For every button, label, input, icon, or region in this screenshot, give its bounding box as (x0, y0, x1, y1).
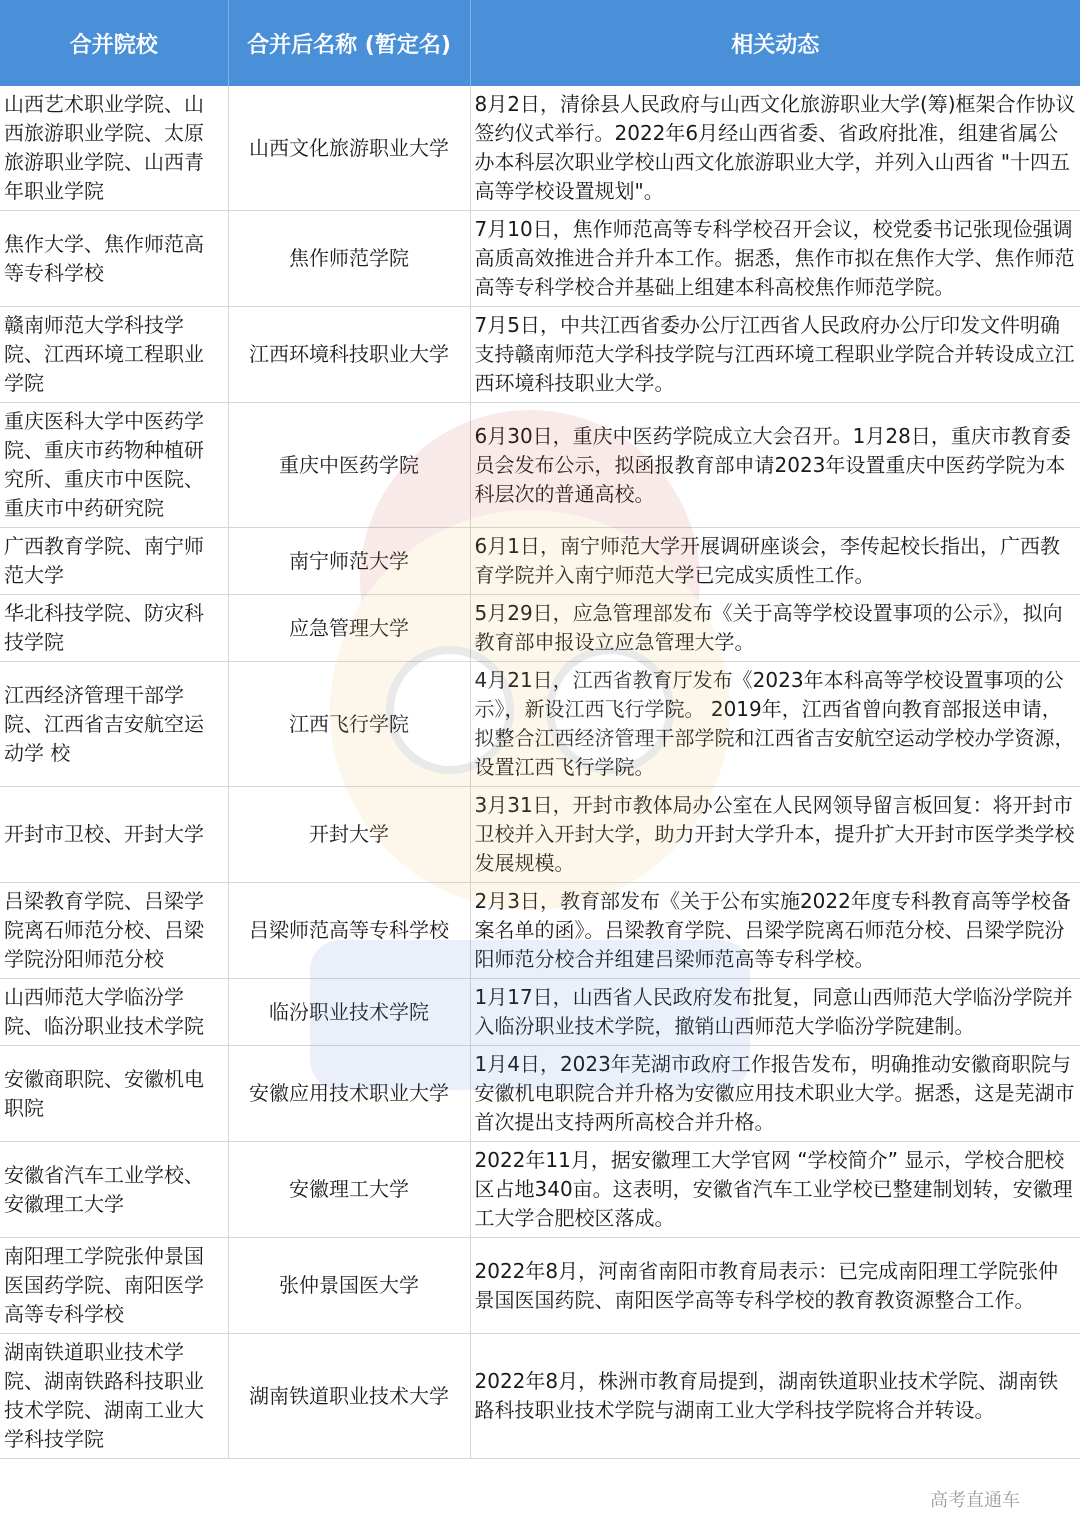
news-cell: 6月30日，重庆中医药学院成立大会召开。1月28日，重庆市教育委员会发布公示，拟函报教育部申请2023年设置重庆中医药学院为本科层次的普通高校。 (470, 403, 1080, 528)
merging-schools-cell: 焦作大学、焦作师范高等专科学校 (0, 211, 228, 307)
news-cell: 8月2日，清徐县人民政府与山西文化旅游职业大学(筹)框架合作协议签约仪式举行。2022年6月经山西省委、省政府批准，组建省属公办本科层次职业学校山西文化旅游职业大学，并列入山西省 "十四五高等学校设置规划"。 (470, 86, 1080, 211)
news-cell: 1月4日，2023年芜湖市政府工作报告发布，明确推动安徽商职院与安徽机电职院合并升格为安徽应用技术职业大学。据悉，这是芜湖市首次提出支持两所高校合并升格。 (470, 1046, 1080, 1142)
news-cell: 7月5日，中共江西省委办公厅江西省人民政府办公厅印发文件明确支持赣南师范大学科技学院与江西环境工程职业学院合并转设成立江西环境科技职业大学。 (470, 307, 1080, 403)
merging-schools-cell: 华北科技学院、防灾科技学院 (0, 595, 228, 662)
merging-schools-cell: 赣南师范大学科技学院、江西环境工程职业学院 (0, 307, 228, 403)
table-row (0, 403, 1080, 528)
merging-schools-cell: 开封市卫校、开封大学 (0, 787, 228, 883)
news-cell: 3月31日，开封市教体局办公室在人民网领导留言板回复：将开封市卫校并入开封大学，助力开封大学升本，提升扩大开封市医学类学校发展规模。 (470, 787, 1080, 883)
table-row (0, 1046, 1080, 1142)
news-cell: 7月10日，焦作师范高等专科学校召开会议，校党委书记张现俭强调高质高效推进合并升本工作。据悉，焦作市拟在焦作大学、焦作师范高等专科学校合并基础上组建本科高校焦作师范学院。 (470, 211, 1080, 307)
merging-schools-cell: 山西师范大学临汾学院、临汾职业技术学院 (0, 979, 228, 1046)
new-name-cell: 安徽理工大学 (228, 1142, 470, 1238)
new-name-cell: 江西飞行学院 (228, 662, 470, 787)
header-schools: 合并院校 (0, 0, 228, 86)
news-cell: 5月29日，应急管理部发布《关于高等学校设置事项的公示》，拟向教育部申报设立应急管理大学。 (470, 595, 1080, 662)
new-name-cell: 张仲景国医大学 (228, 1238, 470, 1334)
table-row (0, 883, 1080, 979)
merging-schools-cell: 江西经济管理干部学院、江西省吉安航空运动学 校 (0, 662, 228, 787)
new-name-cell: 湖南铁道职业技术大学 (228, 1334, 470, 1459)
new-name-cell: 安徽应用技术职业大学 (228, 1046, 470, 1142)
table-row (0, 86, 1080, 211)
table-row (0, 1334, 1080, 1459)
news-cell: 6月1日，南宁师范大学开展调研座谈会，李传起校长指出，广西教育学院并入南宁师范大学已完成实质性工作。 (470, 528, 1080, 595)
news-cell: 2022年11月，据安徽理工大学官网 “学校简介” 显示，学校合肥校区占地340亩。这表明，安徽省汽车工业学校已整建制划转，安徽理工大学合肥校区落成。 (470, 1142, 1080, 1238)
news-cell: 2022年8月，河南省南阳市教育局表示：已完成南阳理工学院张仲景国医国药院、南阳医学高等专科学校的教育教资源整合工作。 (470, 1238, 1080, 1334)
merging-schools-cell: 安徽省汽车工业学校、安徽理工大学 (0, 1142, 228, 1238)
header-row (0, 0, 1080, 86)
new-name-cell: 山西文化旅游职业大学 (228, 86, 470, 211)
table-row (0, 528, 1080, 595)
table-row (0, 1142, 1080, 1238)
table-row (0, 787, 1080, 883)
new-name-cell: 南宁师范大学 (228, 528, 470, 595)
merging-schools-cell: 重庆医科大学中医药学院、重庆市药物种植研究所、重庆市中医院、重庆市中药研究院 (0, 403, 228, 528)
merging-schools-cell: 湖南铁道职业技术学院、湖南铁路科技职业技术学院、湖南工业大学科技学院 (0, 1334, 228, 1459)
news-cell: 2月3日，教育部发布《关于公布实施2022年度专科教育高等学校备案名单的函》。吕梁教育学院、吕梁学院离石师范分校、吕梁学院汾阳师范分校合并组建吕梁师范高等专科学校。 (470, 883, 1080, 979)
new-name-cell: 开封大学 (228, 787, 470, 883)
new-name-cell: 重庆中医药学院 (228, 403, 470, 528)
new-name-cell: 临汾职业技术学院 (228, 979, 470, 1046)
new-name-cell: 焦作师范学院 (228, 211, 470, 307)
header-new-name: 合并后名称 (暂定名) (228, 0, 470, 86)
table-row (0, 595, 1080, 662)
new-name-cell: 吕梁师范高等专科学校 (228, 883, 470, 979)
table-row (0, 307, 1080, 403)
merging-schools-cell: 安徽商职院、安徽机电职院 (0, 1046, 228, 1142)
header-news: 相关动态 (470, 0, 1080, 86)
table-row (0, 1238, 1080, 1334)
new-name-cell: 江西环境科技职业大学 (228, 307, 470, 403)
news-cell: 4月21日，江西省教育厅发布《2023年本科高等学校设置事项的公示》，新设江西飞行学院。 2019年，江西省曾向教育部报送申请，拟整合江西经济管理干部学院和江西省吉安航空运动学校办学资源，设置江西飞行学院。 (470, 662, 1080, 787)
new-name-cell: 应急管理大学 (228, 595, 470, 662)
table-row (0, 211, 1080, 307)
corner-watermark-text: 高考直通车 (930, 1490, 1020, 1511)
table-row (0, 662, 1080, 787)
merging-schools-cell: 南阳理工学院张仲景国医国药学院、南阳医学高等专科学校 (0, 1238, 228, 1334)
news-cell: 2022年8月，株洲市教育局提到，湖南铁道职业技术学院、湖南铁路科技职业技术学院与湖南工业大学科技学院将合并转设。 (470, 1334, 1080, 1459)
news-cell: 1月17日，山西省人民政府发布批复，同意山西师范大学临汾学院并入临汾职业技术学院，撤销山西师范大学临汾学院建制。 (470, 979, 1080, 1046)
merging-schools-cell: 吕梁教育学院、吕梁学院离石师范分校、吕梁学院汾阳师范分校 (0, 883, 228, 979)
merging-schools-cell: 山西艺术职业学院、山西旅游职业学院、太原旅游职业学院、山西青年职业学院 (0, 86, 228, 211)
table-row (0, 979, 1080, 1046)
merging-schools-cell: 广西教育学院、南宁师范大学 (0, 528, 228, 595)
